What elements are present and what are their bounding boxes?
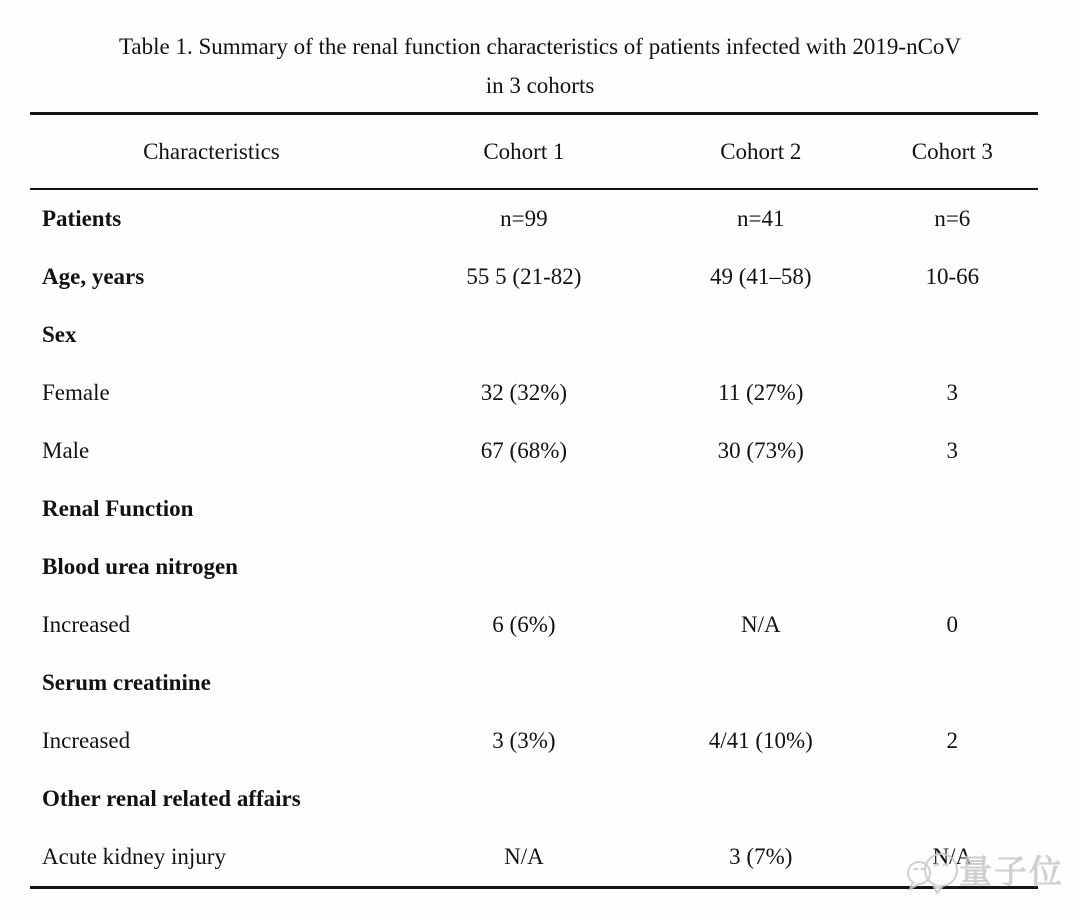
row-value: 3 — [946, 380, 959, 405]
row-value: 0 — [946, 612, 959, 637]
row-value: 4/41 (10%) — [708, 728, 813, 753]
data-table — [30, 112, 1038, 889]
table-row — [30, 712, 1038, 770]
table-row — [30, 770, 1038, 828]
row-value: 3 — [946, 438, 959, 463]
row-value: n=41 — [737, 206, 785, 231]
row-value: 10-66 — [925, 264, 980, 289]
row-value: N/A — [504, 844, 544, 869]
table-row — [30, 654, 1038, 712]
column-header-cohort1: Cohort 1 — [483, 138, 565, 164]
table-row — [30, 596, 1038, 654]
row-label: Increased — [42, 612, 131, 637]
table-row — [30, 538, 1038, 596]
row-label: Serum creatinine — [42, 670, 211, 695]
table-row — [30, 480, 1038, 538]
column-header-characteristics: Characteristics — [143, 138, 280, 164]
table-caption-line1: Table 1. Summary of the renal function characteristics of patients infected with 2019-nCoV — [118, 34, 962, 59]
row-label: Blood urea nitrogen — [42, 554, 238, 579]
table-row — [30, 248, 1038, 306]
row-value: 32 (32%) — [480, 380, 568, 405]
table-row — [30, 306, 1038, 364]
table-row — [30, 828, 1038, 886]
table-row — [30, 364, 1038, 422]
table-caption-line2: in 3 cohorts — [485, 73, 595, 98]
row-value: 11 (27%) — [718, 380, 804, 405]
row-value: 49 (41–58) — [710, 264, 812, 289]
row-value: n=99 — [500, 206, 548, 231]
row-label: Increased — [42, 728, 131, 753]
row-value: 2 — [946, 728, 959, 753]
table-header-row — [30, 112, 1038, 190]
table-caption — [0, 0, 1080, 105]
row-label: Renal Function — [42, 496, 194, 521]
row-value: N/A — [740, 612, 781, 637]
row-value: 30 (73%) — [717, 438, 804, 463]
row-value: 3 (7%) — [729, 844, 793, 869]
row-label: Sex — [42, 322, 77, 347]
row-label: Patients — [42, 206, 122, 231]
column-header-cohort3: Cohort 3 — [911, 138, 993, 164]
row-label: Male — [42, 438, 90, 463]
row-value: 3 (3%) — [492, 728, 556, 753]
column-header-cohort2: Cohort 2 — [720, 138, 802, 164]
row-value: n=6 — [934, 206, 971, 231]
row-value: 55 5 (21-82) — [466, 264, 582, 289]
row-label: Acute kidney injury — [42, 844, 226, 869]
table-row — [30, 190, 1038, 248]
row-label: Age, years — [42, 264, 145, 289]
row-value: N/A — [932, 844, 973, 869]
table-row — [30, 422, 1038, 480]
row-label: Other renal related affairs — [42, 786, 301, 811]
row-value: 6 (6%) — [492, 612, 556, 637]
row-value: 67 (68%) — [480, 438, 568, 463]
table-body — [30, 190, 1038, 889]
row-label: Female — [42, 380, 110, 405]
qbitai-watermark-text: 量子位 — [959, 852, 1064, 890]
